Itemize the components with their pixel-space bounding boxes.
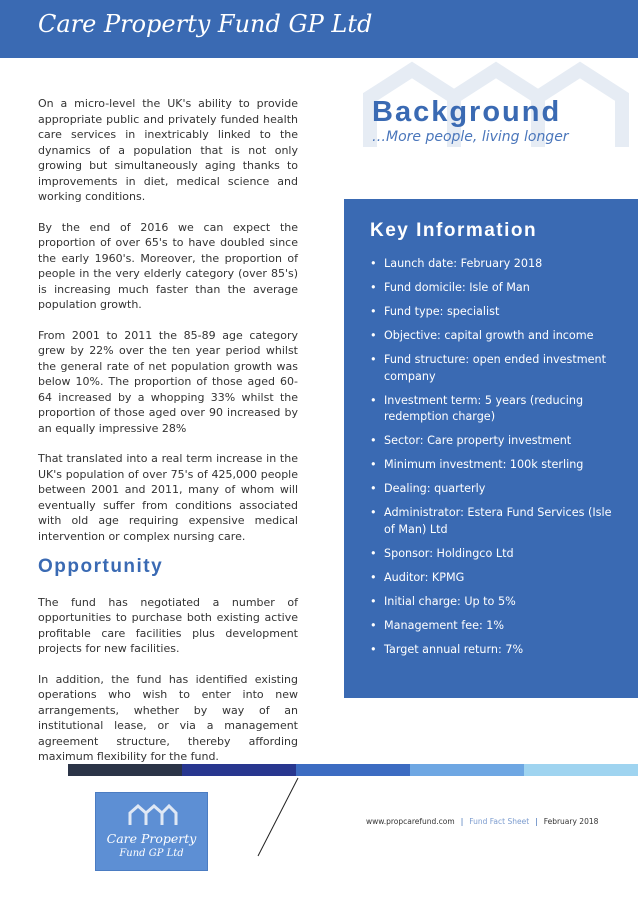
footer-website-link[interactable]: www.propcarefund.com — [366, 817, 455, 826]
list-item: • Sector: Care property investment — [370, 433, 620, 450]
background-subheading: …More people, living longer — [372, 129, 569, 145]
list-item: • Sponsor: Holdingco Ltd — [370, 546, 620, 563]
list-item: • Initial charge: Up to 5% — [370, 594, 620, 611]
houses-logo-icon — [128, 801, 178, 827]
footer-separator: | — [460, 817, 464, 826]
page-title: Care Property Fund GP Ltd — [38, 10, 373, 38]
color-strip — [68, 764, 638, 776]
list-item: • Investment term: 5 years (reducing redemption charge) — [370, 393, 620, 426]
list-item: • Dealing: quarterly — [370, 481, 620, 498]
opportunity-paragraph-2: In addition, the fund has identified existing operations who wish to enter into new arrangements, whether by way of an institutional lease, or via a management agreement structure, thereby affording maximum flexibility for the fund. — [38, 672, 298, 763]
diagonal-divider — [250, 776, 310, 858]
logo-text-line2: Fund GP Ltd — [119, 848, 184, 859]
demographics-paragraph: By the end of 2016 we can expect the proportion of over 65's to have doubled since the early 1960's. Moreover, the proportion of people in the very elderly category (over 85's) is increasing much faster than the average population growth. — [38, 220, 298, 311]
opportunity-heading: Opportunity — [38, 556, 164, 577]
increase-paragraph: That translated into a real term increase in the UK's population of over 75's of 425,000 people between 2001 and 2011, many of whom will eventually suffer from conditions associated with old age requiring expensive medical intervention or complex nursing care. — [38, 452, 298, 543]
footer-separator: | — [535, 817, 538, 826]
list-item: • Management fee: 1% — [370, 618, 620, 635]
list-item: • Objective: capital growth and income — [370, 328, 620, 345]
strip-segment — [182, 764, 296, 776]
list-item: • Minimum investment: 100k sterling — [370, 457, 620, 474]
footer-doc-type: Fund Fact Sheet — [469, 817, 530, 826]
opportunity-paragraph-1: The fund has negotiated a number of opportunities to purchase both existing active profitable care facilities plus development projects for new facilities. — [38, 595, 298, 655]
footer-date: February 2018 — [543, 817, 599, 826]
key-information-list — [370, 256, 620, 666]
list-item: • Target annual return: 7% — [370, 642, 620, 659]
key-information-heading: Key Information — [370, 220, 538, 241]
list-item: • Fund domicile: Isle of Man — [370, 280, 620, 297]
strip-segment — [296, 764, 410, 776]
list-item: • Fund type: specialist — [370, 304, 620, 321]
strip-segment — [68, 764, 182, 776]
strip-segment — [524, 764, 638, 776]
list-item: • Launch date: February 2018 — [370, 256, 620, 273]
company-logo — [95, 792, 208, 871]
list-item: • Auditor: KPMG — [370, 570, 620, 587]
footer — [366, 817, 611, 826]
intro-paragraph: On a micro-level the UK's ability to provide appropriate public and privately funded health care services in inextricably linked to the dynamics of a population that is not only growing but simultaneously aging thanks to improvements in diet, medical science and working conditions. — [38, 97, 298, 203]
list-item: • Administrator: Estera Fund Services (Isle of Man) Ltd — [370, 505, 620, 538]
key-information-panel — [344, 199, 638, 698]
left-column — [38, 96, 298, 780]
background-heading: Background — [372, 96, 562, 128]
header-banner — [0, 0, 638, 58]
list-item: • Fund structure: open ended investment company — [370, 352, 620, 385]
logo-text-line1: Care Property — [106, 831, 197, 846]
growth-paragraph: From 2001 to 2011 the 85-89 age category grew by 22% over the ten year period whilst the general rate of net population growth was below 10%. The proportion of those aged 60-64 increased by a whopping 33% whilst the proportion of those aged over 90 increased by an equally impressive 28% — [38, 328, 298, 435]
strip-segment — [410, 764, 524, 776]
